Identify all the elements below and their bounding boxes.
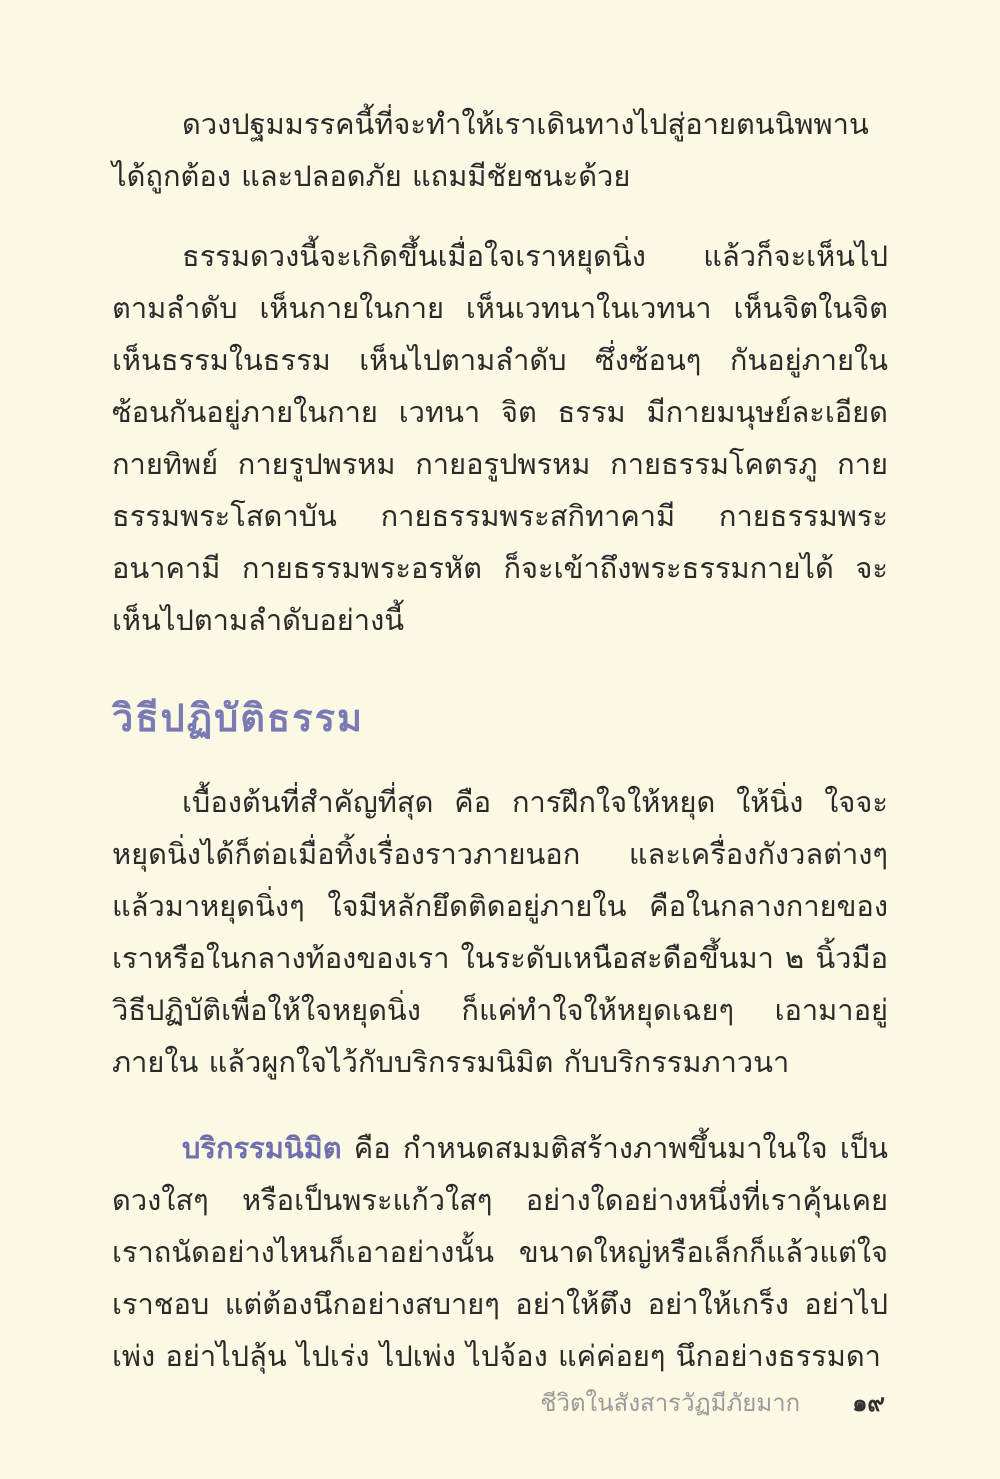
page-footer: [540, 1380, 885, 1424]
paragraph-4: [112, 1122, 888, 1382]
paragraph-1: ดวงปฐมมรรคนี้ที่จะทำให้เราเดินทางไปสู่อายตนนิพพาน ได้ถูกต้อง และปลอดภัย แถมมีชัยชนะด้วย: [112, 107, 869, 193]
section-heading: วิธีปฏิบัติธรรม: [112, 696, 365, 740]
term-highlight: บริกรรมนิมิต: [182, 1131, 342, 1165]
paragraph-2: ธรรมดวงนี้จะเกิดขึ้นเมื่อใจเราหยุดนิ่ง แล้วก็จะเห็นไปตามลำดับ เห็นกายในกาย เห็นเวทนาในเวทนา เห็นจิตในจิต เห็นธรรมในธรรม เห็นไปตามลำดับ ซึ่งซ้อนๆ กันอยู่ภายใน ซ้อนกันอยู่ภายในกาย เวทนา จิต ธรรม มีกายมนุษย์ละเอียด กายทิพย์ กายรูปพรหม กายอรูปพรหม กายธรรมโคตรภู กายธรรมพระโสดาบัน กายธรรมพระสกิทาคามี กายธรรมพระอนาคามี กายธรรมพระอรหัต ก็จะเข้าถึงพระธรรมกายได้ จะเห็นไปตามลำดับอย่างนี้: [112, 239, 888, 637]
paragraph-4-text: คือ กำหนดสมมติสร้างภาพขึ้นมาในใจ เป็นดวงใสๆ หรือเป็นพระแก้วใสๆ อย่างใดอย่างหนึ่งที่เราคุ้นเคย เราถนัดอย่างไหนก็เอาอย่างนั้น ขนาดใหญ่หรือเล็กก็แล้วแต่ใจเราชอบ แต่ต้องนึกอย่างสบายๆ อย่าให้ตึง อย่าให้เกร็ง อย่าไปเพ่ง อย่าไปลุ้น ไปเร่ง ไปเพ่ง ไปจ้อง แค่ค่อยๆ นึกอย่างธรรมดา: [112, 1131, 888, 1373]
paragraph-3: เบื้องต้นที่สำคัญที่สุด คือ การฝึกใจให้หยุด ให้นิ่ง ใจจะหยุดนิ่งได้ก็ต่อเมื่อทิ้งเรื่องราวภายนอก และเครื่องกังวลต่างๆ แล้วมาหยุดนิ่งๆ ใจมีหลักยึดติดอยู่ภายใน คือในกลางกายของเราหรือในกลางท้องของเรา ในระดับเหนือสะดือขึ้นมา ๒ นิ้วมือ วิธีปฏิบัติเพื่อให้ใจหยุดนิ่ง ก็แค่ทำใจให้หยุดเฉยๆ เอามาอยู่ภายใน แล้วผูกใจไว้กับบริกรรมนิมิต กับบริกรรมภาวนา: [112, 785, 888, 1079]
page-number: ๑๙: [852, 1388, 885, 1417]
page-content: [112, 98, 888, 1382]
book-title: ชีวิตในสังสารวัฏมีภัยมาก: [540, 1388, 801, 1417]
